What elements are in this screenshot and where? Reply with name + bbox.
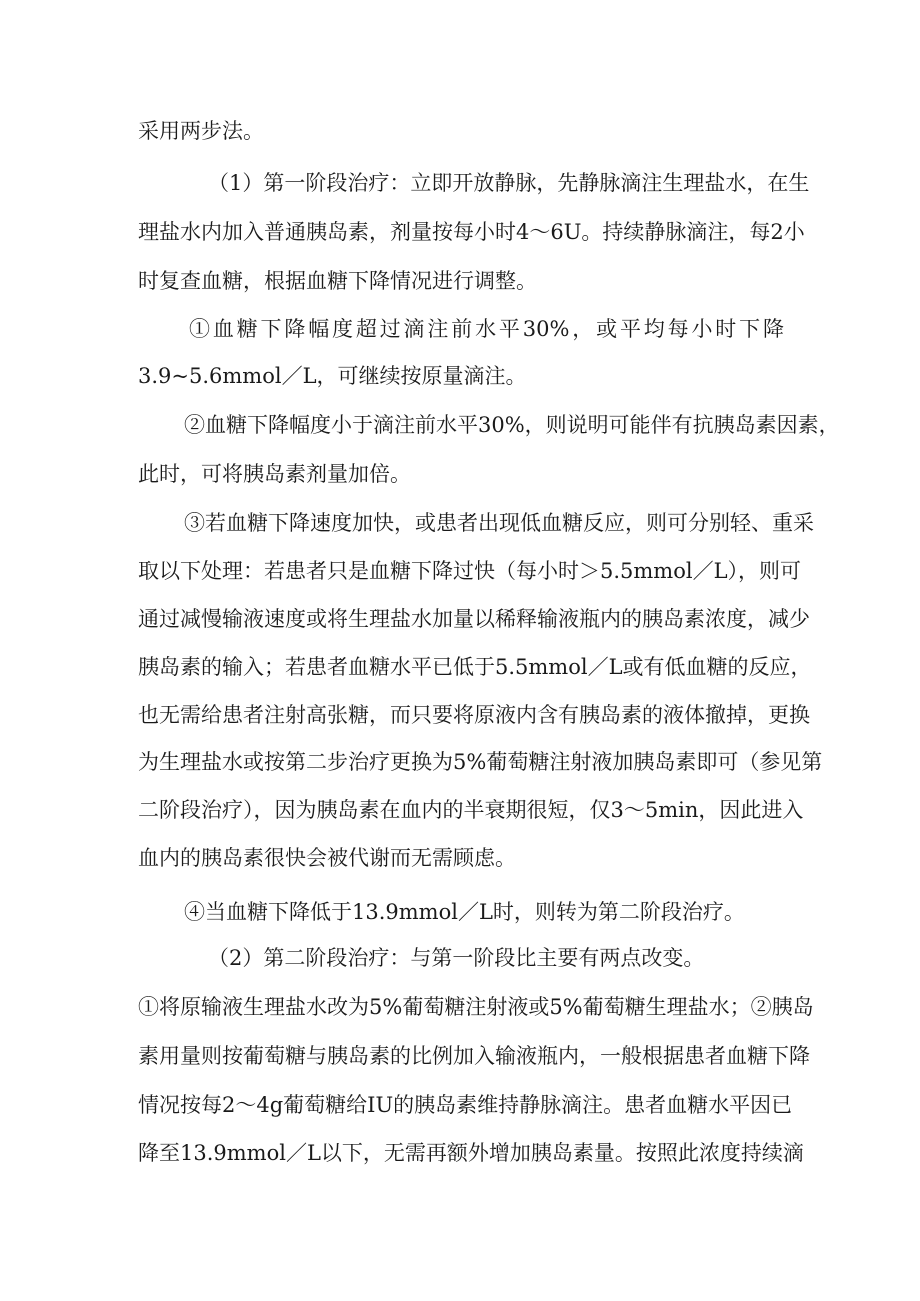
text-line: 通过减慢输液速度或将生理盐水加量以稀释输液瓶内的胰岛素浓度，减少	[138, 607, 810, 631]
text-line: 3.9~5.6mmol／L，可继续按原量滴注。	[138, 364, 527, 388]
text-line: 采用两步法。	[138, 119, 264, 143]
text-line: ④当血糖下降低于13.9mmol／L时，则转为第二阶段治疗。	[184, 900, 745, 924]
text-line: 血内的胰岛素很快会被代谢而无需顾虑。	[138, 846, 516, 870]
text-line: 取以下处理：若患者只是血糖下降过快（每小时＞5.5mmol／L），则可	[138, 559, 802, 583]
text-line: 降至13.9mmol／L以下，无需再额外增加胰岛素量。按照此浓度持续滴	[138, 1141, 804, 1165]
text-line: （1）第一阶段治疗：立即开放静脉，先静脉滴注生理盐水，在生	[208, 171, 810, 195]
text-line: 理盐水内加入普通胰岛素，剂量按每小时4～6U。持续静脉滴注，每2小	[138, 220, 805, 244]
text-line: ②血糖下降幅度小于滴注前水平30%，则说明可能伴有抗胰岛素因素，	[184, 413, 840, 437]
text-line: 情况按每2～4g葡萄糖给IU的胰岛素维持静脉滴注。患者血糖水平因已	[138, 1093, 793, 1117]
text-line: ①血糖下降幅度超过滴注前水平30%，或平均每小时下降	[189, 317, 784, 341]
text-line: 素用量则按葡萄糖与胰岛素的比例加入输液瓶内，一般根据患者血糖下降	[138, 1044, 810, 1068]
text-line: 也无需给患者注射高张糖，而只要将原液内含有胰岛素的液体撤掉，更换	[138, 703, 810, 727]
text-line: ①将原输液生理盐水改为5%葡萄糖注射液或5%葡萄糖生理盐水；②胰岛	[138, 995, 814, 1019]
text-line: ③若血糖下降速度加快，或患者出现低血糖反应，则可分别轻、重采	[184, 511, 814, 535]
text-line: 此时，可将胰岛素剂量加倍。	[138, 462, 411, 486]
text-line: （2）第二阶段治疗：与第一阶段比主要有两点改变。	[208, 946, 705, 970]
text-line: 二阶段治疗），因为胰岛素在血内的半衰期很短，仅3～5min，因此进入	[138, 798, 804, 822]
text-line: 为生理盐水或按第二步治疗更换为5%葡萄糖注射液加胰岛素即可（参见第	[138, 750, 823, 774]
text-line: 胰岛素的输入；若患者血糖水平已低于5.5mmol／L或有低血糖的反应，	[138, 655, 812, 679]
text-line: 时复查血糖，根据血糖下降情况进行调整。	[138, 269, 537, 293]
